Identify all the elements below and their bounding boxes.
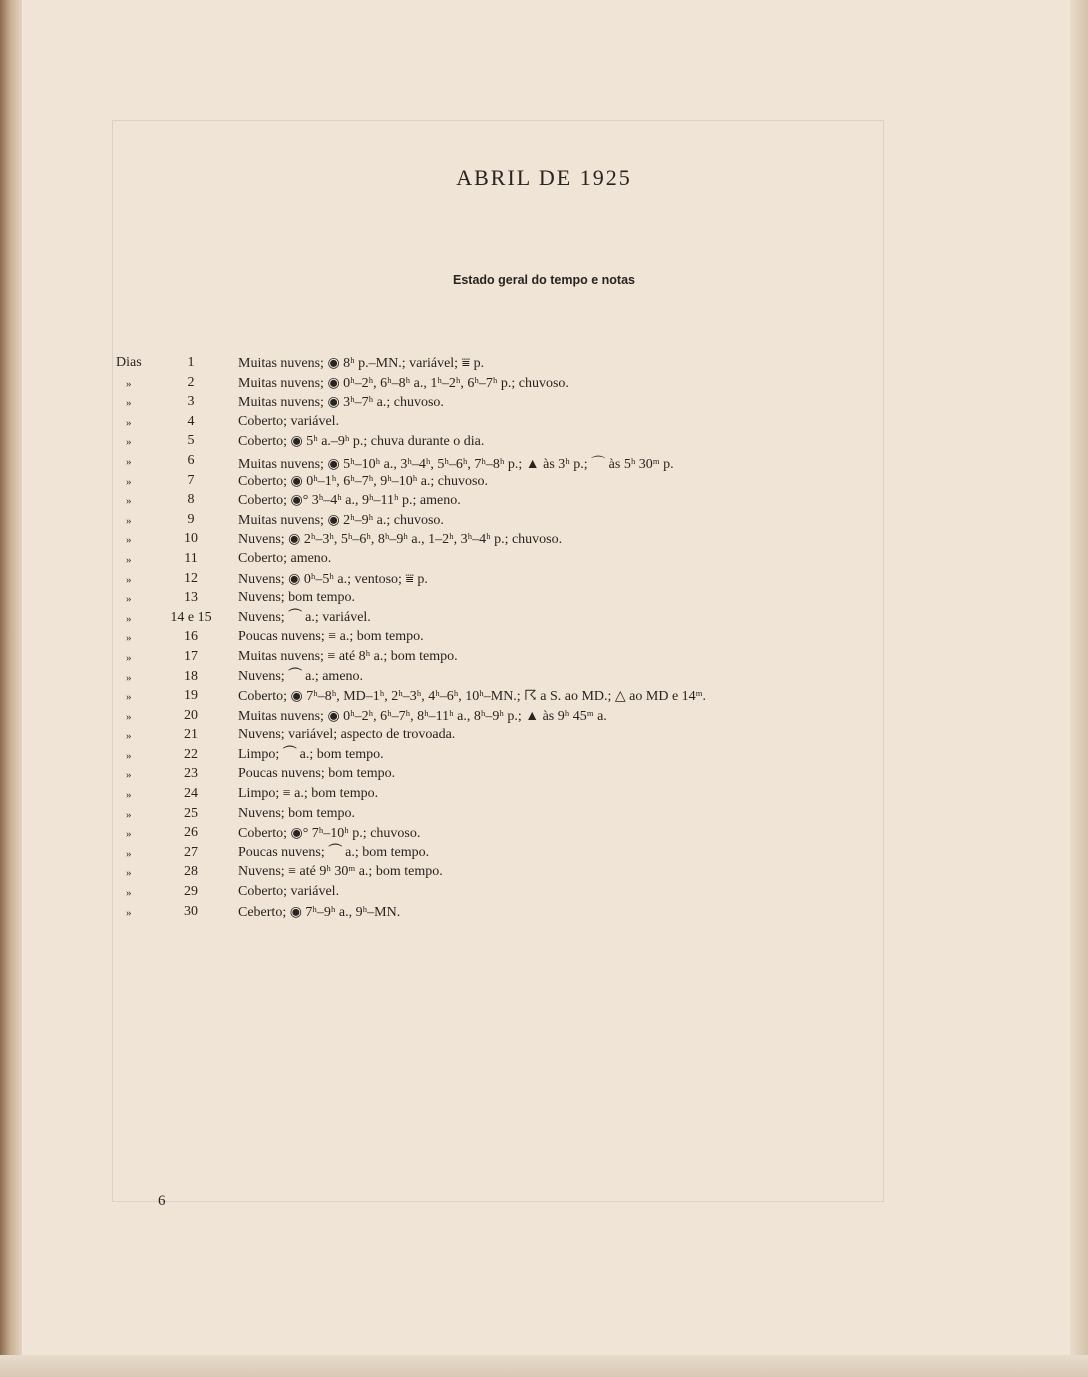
weather-note: Nuvens; ≡ até 9ʰ 30ᵐ a.; bom tempo. [238,864,443,880]
weather-note: Nuvens; ◉ 0ʰ–5ʰ a.; ventoso; ⩸ p. [238,571,428,587]
ditto-mark: » [126,534,132,547]
weather-note: Muitas nuvens; ◉ 2ʰ–9ʰ a.; chuvoso. [238,512,444,528]
day-number: 19 [184,688,198,704]
weather-note: Nuvens; bom tempo. [238,805,356,821]
weather-note: Coberto; ◉ 7ʰ–8ʰ, MD–1ʰ, 2ʰ–3ʰ, 4ʰ–6ʰ, 10ʰ–MN.; ☈ a S. ao MD.; △ ao MD e 14ᵐ. [238,689,707,705]
ditto-mark: » [126,573,132,586]
day-row [0,414,1088,434]
weather-note: Coberto; ◉ 0ʰ–1ʰ, 6ʰ–7ʰ, 9ʰ–10ʰ a.; chuvoso. [238,473,488,489]
day-number: 7 [187,472,195,488]
weather-notes-list [0,355,1088,923]
day-row [0,610,1088,630]
weather-note: Coberto; variável. [238,413,340,429]
weather-note: Muitas nuvens; ◉ 0ʰ–2ʰ, 6ʰ–8ʰ a., 1ʰ–2ʰ, 6ʰ–7ʰ p.; chuvoso. [238,375,569,391]
day-number: 18 [184,668,198,684]
day-number: 3 [187,394,195,410]
day-row [0,806,1088,826]
day-number: 23 [184,766,198,782]
day-number: 29 [184,884,198,900]
section-subtitle: Estado geral do tempo e notas [453,273,635,287]
day-row [0,629,1088,649]
weather-note: Nuvens; variável; aspecto de trovoada. [238,727,456,743]
day-row [0,571,1088,591]
day-row [0,786,1088,806]
day-row [0,747,1088,767]
day-row [0,708,1088,728]
day-row [0,394,1088,414]
ditto-mark: » [126,710,132,723]
ditto-mark: » [126,808,132,821]
day-row [0,375,1088,395]
day-row [0,649,1088,669]
ditto-mark: » [126,671,132,684]
day-number: 25 [184,805,198,821]
ditto-mark: » [126,475,132,488]
day-row [0,453,1088,473]
day-number: 16 [184,629,198,645]
ditto-mark: » [126,612,132,625]
day-row [0,492,1088,512]
ditto-mark: » [126,593,132,606]
ditto-mark: » [126,436,132,449]
day-number: 6 [187,452,195,468]
day-row [0,864,1088,884]
day-row [0,355,1088,375]
ditto-mark: » [126,377,132,390]
day-row [0,551,1088,571]
day-number: 13 [184,590,198,606]
ditto-mark: » [126,691,132,704]
day-number: 11 [184,550,198,566]
ditto-mark: » [126,730,132,743]
weather-note: Nuvens; ◉ 2ʰ–3ʰ, 5ʰ–6ʰ, 8ʰ–9ʰ a., 1–2ʰ, 3ʰ–4ʰ p.; chuvoso. [238,532,563,548]
day-number: 8 [187,492,195,508]
weather-note: Muitas nuvens; ◉ 0ʰ–2ʰ, 6ʰ–7ʰ, 8ʰ–11ʰ a., 8ʰ–9ʰ p.; ▲ às 9ʰ 45ᵐ a. [238,708,607,724]
day-row [0,727,1088,747]
ditto-mark: » [126,769,132,782]
weather-note: Coberto; ◉° 7ʰ–10ʰ p.; chuvoso. [238,826,421,842]
page-title: ABRIL DE 1925 [456,165,632,190]
day-number: 9 [187,511,195,527]
ditto-mark: » [126,397,132,410]
weather-note: Poucas nuvens; ≡ a.; bom tempo. [238,629,424,645]
page-edge-bottom [0,1355,1088,1377]
weather-note: Coberto; ameno. [238,550,332,566]
day-number: 1 [187,355,195,370]
ditto-mark: » [126,651,132,664]
day-row [0,512,1088,532]
ditto-mark: » [126,632,132,645]
weather-note: Poucas nuvens; ⏜ a.; bom tempo. [238,844,430,860]
day-row [0,904,1088,924]
day-number: 20 [184,707,198,723]
day-row [0,845,1088,865]
day-row [0,884,1088,904]
day-row [0,766,1088,786]
weather-note: Poucas nuvens; bom tempo. [238,766,396,782]
ditto-mark: » [126,906,132,919]
day-number: 24 [184,786,198,802]
weather-note: Limpo; ⏜ a.; bom tempo. [238,746,384,762]
days-label: Dias [116,355,142,370]
day-row [0,825,1088,845]
weather-note: Coberto; ◉° 3ʰ–4ʰ a., 9ʰ–11ʰ p.; ameno. [238,493,461,509]
ditto-mark: » [126,749,132,762]
day-number: 28 [184,864,198,880]
day-row [0,433,1088,453]
day-number: 17 [184,648,198,664]
weather-note: Muitas nuvens; ◉ 8ʰ p.–MN.; variável; ⩸ p. [238,356,485,371]
ditto-mark: » [126,828,132,841]
ditto-mark: » [126,495,132,508]
ditto-mark: » [126,416,132,429]
weather-note: Limpo; ≡ a.; bom tempo. [238,786,379,802]
ditto-mark: » [126,847,132,860]
weather-note: Nuvens; bom tempo. [238,590,356,606]
weather-note: Coberto; ◉ 5ʰ a.–9ʰ p.; chuva durante o dia. [238,434,485,450]
day-number: 12 [184,570,198,586]
weather-note: Coberto; variável. [238,884,340,900]
weather-note: Nuvens; ⏜ a.; ameno. [238,668,364,684]
weather-note: Nuvens; ⏜ a.; variável. [238,609,371,625]
ditto-mark: » [126,553,132,566]
day-number: 22 [184,746,198,762]
day-number: 27 [184,844,198,860]
ditto-mark: » [126,867,132,880]
day-number: 10 [184,531,198,547]
ditto-mark: » [126,789,132,802]
day-number: 30 [184,903,198,919]
day-number: 21 [184,727,198,743]
day-number: 4 [187,413,195,429]
day-row [0,531,1088,551]
day-number: 14 e 15 [170,609,212,625]
day-row [0,590,1088,610]
weather-note: Ceberto; ◉ 7ʰ–9ʰ a., 9ʰ–MN. [238,904,401,920]
day-row [0,473,1088,493]
day-number: 26 [184,825,198,841]
weather-note: Muitas nuvens; ≡ até 8ʰ a.; bom tempo. [238,648,458,664]
ditto-mark: » [126,455,132,468]
day-number: 2 [187,374,195,390]
day-number: 5 [187,433,195,449]
day-row [0,669,1088,689]
ditto-mark: » [126,514,132,527]
weather-note: Muitas nuvens; ◉ 5ʰ–10ʰ a., 3ʰ–4ʰ, 5ʰ–6ʰ, 7ʰ–8ʰ p.; ▲ às 3ʰ p.; ⌒ às 5ʰ 30ᵐ p. [238,456,674,472]
day-row [0,688,1088,708]
page-number: 6 [158,1193,166,1209]
ditto-mark: » [126,887,132,900]
weather-note: Muitas nuvens; ◉ 3ʰ–7ʰ a.; chuvoso. [238,395,444,411]
